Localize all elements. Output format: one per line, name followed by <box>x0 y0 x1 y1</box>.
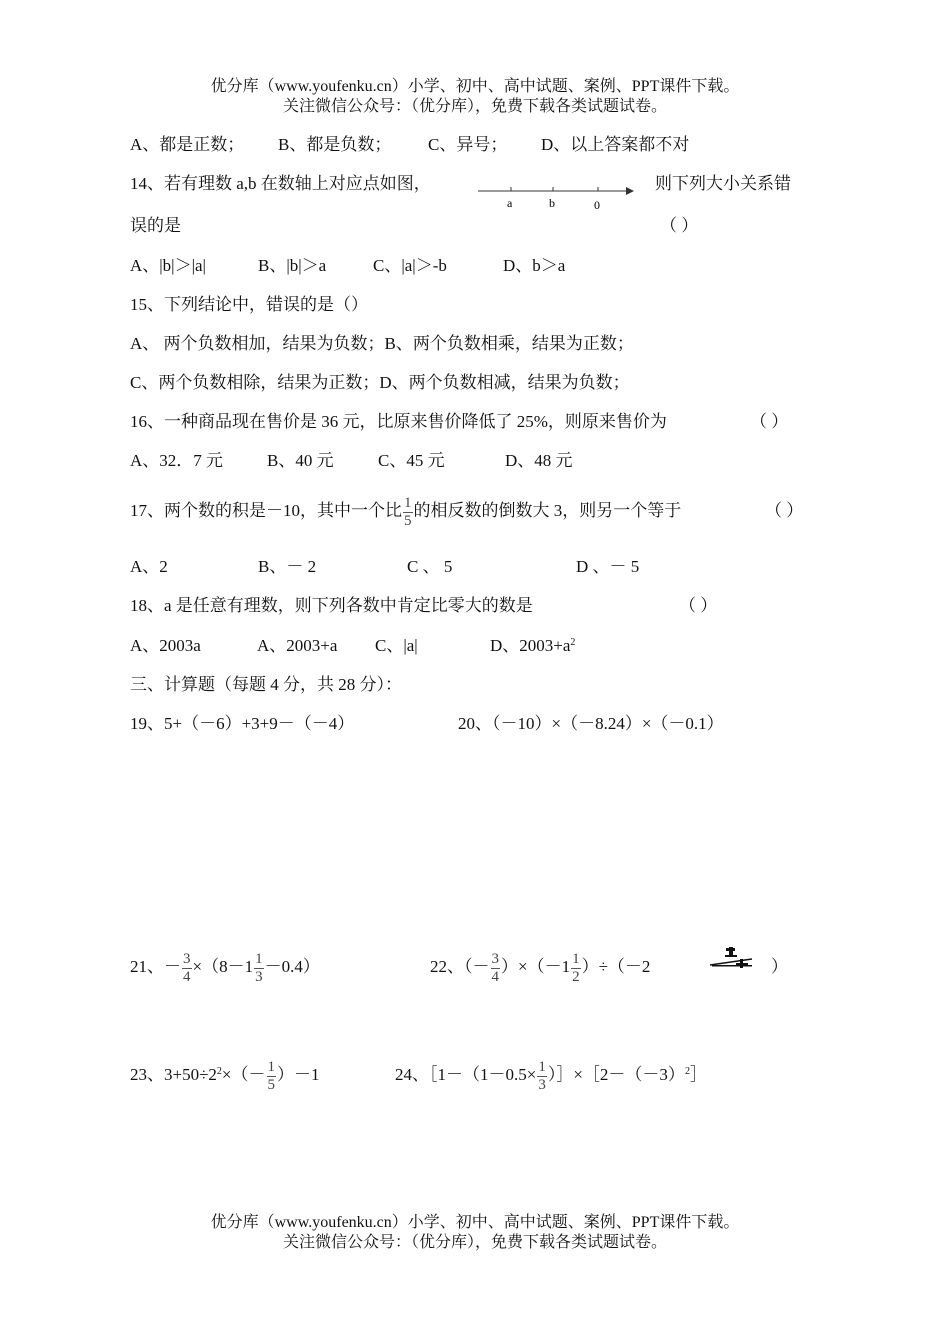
axis-label-0: 0 <box>594 198 600 212</box>
q13-option-b: B、都是负数； <box>278 135 392 154</box>
q17-stem <box>130 492 681 530</box>
page-footer-line-1: 优分库（www.youfenku.cn）小学、初中、高中试题、案例、PPT课件下载。 <box>210 1214 740 1231</box>
fraction-three-quarters <box>491 951 501 986</box>
q16-answer-paren: （ ） <box>750 412 789 431</box>
q16-option-b: B、40 元 <box>267 451 334 470</box>
q18-option-a: A、2003a <box>130 636 201 655</box>
q14-answer-paren: （ ） <box>660 216 699 235</box>
q22-part1: 22、（－ <box>430 957 490 976</box>
fraction-numerator: 3 <box>491 950 499 967</box>
q15-options-cd: C、两个负数相除，结果为正数；D、两个负数相减，结果为负数； <box>130 373 630 392</box>
fraction-three-quarters <box>182 951 192 986</box>
page-header-line-1: 优分库（www.youfenku.cn）小学、初中、高中试题、案例、PPT课件下载。 <box>210 78 740 95</box>
q23-part3: ）－1 <box>277 1065 320 1084</box>
axis-label-a: a <box>507 196 513 210</box>
q14-stem-part1: 14、若有理数 a,b 在数轴上对应点如图， <box>130 174 431 193</box>
garbled-fraction-image <box>706 945 756 979</box>
q23-exponent: 2 <box>216 1066 222 1077</box>
q18-option-d <box>490 636 575 656</box>
q18-option-c: C、|a| <box>375 636 418 655</box>
q21-expression <box>130 948 320 986</box>
q20-expression: 20、（－10）×（－8.24）×（－0.1） <box>458 714 724 733</box>
fraction-numerator: 3 <box>183 950 191 967</box>
q17-stem-part2: 的相反数的倒数大 3，则另一个等于 <box>413 501 682 520</box>
fraction-denominator: 3 <box>538 1076 546 1093</box>
q18-answer-paren: （ ） <box>679 596 718 615</box>
q24-part2: ）］×［2－（－3） <box>547 1065 685 1084</box>
q21-part3: －0.4） <box>264 957 320 976</box>
page-header-line-2: 关注微信公众号：（优分库），免费下载各类试题试卷。 <box>282 98 667 115</box>
q17-stem-part1: 17、两个数的积是－10，其中一个比 <box>130 501 402 520</box>
q24-part3: ］ <box>689 1065 707 1084</box>
q14-option-d: D、b＞a <box>503 256 566 275</box>
q16-option-a: A、32．7 元 <box>130 451 224 470</box>
axis-label-b: b <box>549 196 555 210</box>
fraction-numerator: 1 <box>572 950 580 967</box>
q22-part2: ）×（－1 <box>501 957 571 976</box>
q16-option-d: D、48 元 <box>505 451 573 470</box>
q18-option-d-text: D、2003+a <box>490 636 571 655</box>
q16-stem: 16、一种商品现在售价是 36 元，比原来售价降低了 25%，则原来售价为 <box>130 412 667 431</box>
fraction-one-fifth <box>403 495 413 530</box>
fraction-numerator: 1 <box>538 1058 546 1075</box>
page-footer-line-2: 关注微信公众号：（优分库），免费下载各类试题试卷。 <box>282 1234 667 1251</box>
fraction-numerator: 1 <box>404 494 412 511</box>
q17-option-c: C 、 5 <box>407 557 453 576</box>
q14-stem-part2: 则下列大小关系错 <box>655 174 791 193</box>
fraction-numerator: 1 <box>255 950 263 967</box>
q22-expression <box>430 948 650 986</box>
q16-option-c: C、45 元 <box>378 451 445 470</box>
q23-part1: 23、3+50÷2 <box>130 1065 217 1084</box>
q21-part2: ×（8－1 <box>192 957 254 976</box>
fraction-one-half <box>571 951 581 986</box>
number-line-figure <box>474 180 636 214</box>
q13-option-a: A、都是正数； <box>130 135 245 154</box>
q14-stem-part3: 误的是 <box>130 216 181 235</box>
q23-part2: ×（－ <box>221 1065 266 1084</box>
fraction-numerator: 1 <box>267 1058 276 1075</box>
section-3-title: 三、计算题（每题 4 分，共 28 分）： <box>130 675 402 694</box>
q24-expression <box>395 1056 707 1094</box>
fraction-one-third <box>254 951 264 986</box>
q22-closing-paren: ） <box>771 957 788 976</box>
fraction-one-fifth <box>267 1059 277 1094</box>
q23-expression <box>130 1056 320 1094</box>
q24-part1: 24、［1－（1－0.5× <box>395 1065 537 1084</box>
q17-option-d: D 、－ 5 <box>576 557 640 576</box>
q18-option-b: A、2003+a <box>257 636 338 655</box>
q15-options-ab: A、 两个负数相加，结果为负数；B、两个负数相乘，结果为正数； <box>130 334 634 353</box>
q14-option-b: B、|b|＞a <box>258 256 327 275</box>
q22-part3: ）÷（－2 <box>581 957 651 976</box>
q19-expression: 19、5+（－6）+3+9－（－4） <box>130 714 355 733</box>
q21-part1: 21、－ <box>130 957 181 976</box>
fraction-denominator: 3 <box>255 968 263 985</box>
fraction-denominator: 4 <box>183 968 191 985</box>
fraction-denominator: 5 <box>404 512 412 529</box>
q17-answer-paren: （ ） <box>765 501 804 520</box>
q14-option-c: C、|a|＞-b <box>373 256 447 275</box>
q24-exponent: 2 <box>684 1066 690 1077</box>
fraction-denominator: 4 <box>491 968 499 985</box>
fraction-denominator: 5 <box>267 1076 276 1093</box>
q18-option-d-exponent: 2 <box>570 637 576 648</box>
q17-option-b: B、－ 2 <box>258 557 317 576</box>
q13-option-d: D、以上答案都不对 <box>541 135 690 154</box>
q14-option-a: A、|b|＞|a| <box>130 256 206 275</box>
q15-stem: 15、下列结论中，错误的是（） <box>130 295 368 314</box>
number-line-arrow <box>626 187 634 195</box>
q17-option-a: A、2 <box>130 557 168 576</box>
q18-stem: 18、a 是任意有理数，则下列各数中肯定比零大的数是 <box>130 596 533 615</box>
q13-option-c: C、异号； <box>428 135 508 154</box>
fraction-one-third <box>537 1059 547 1094</box>
fraction-denominator: 2 <box>572 968 580 985</box>
